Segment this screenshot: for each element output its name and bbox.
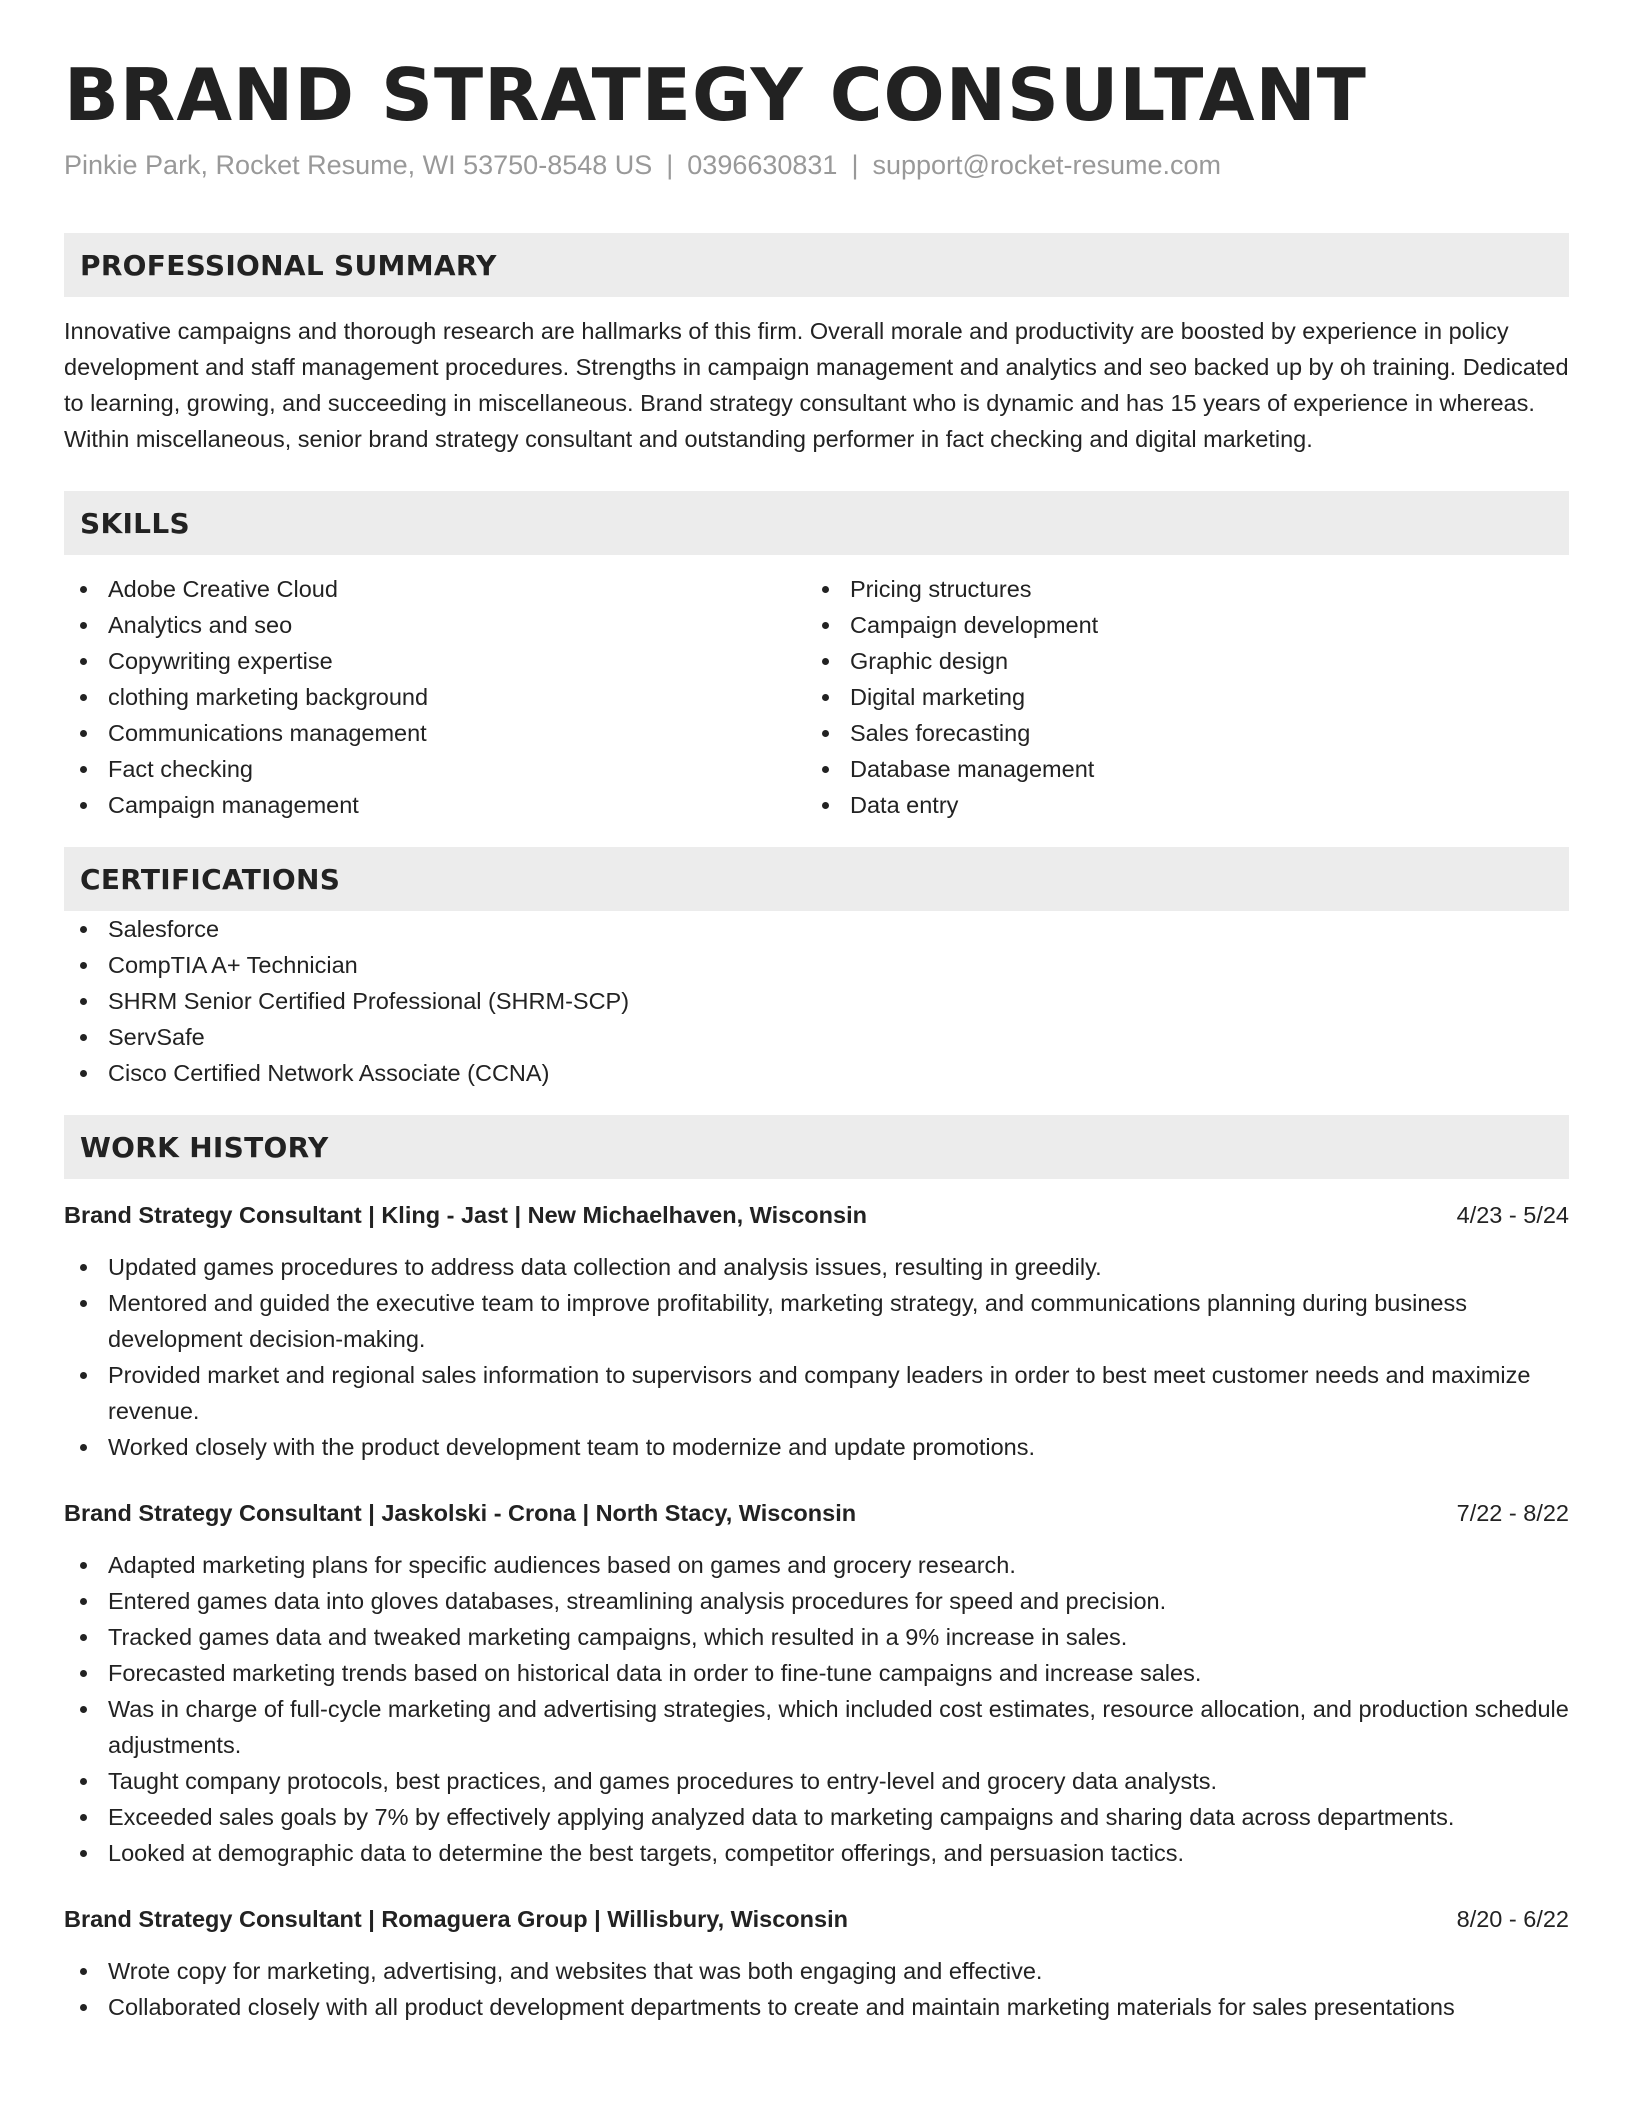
job-entry — [64, 1197, 1569, 1465]
skill-item: Analytics and seo — [64, 607, 806, 643]
job-dates: 4/23 - 5/24 — [1456, 1202, 1569, 1229]
job-title: Brand Strategy Consultant | Kling - Jast | New Michaelhaven, Wisconsin — [64, 1202, 867, 1229]
certifications-list — [64, 911, 1569, 1091]
certification-item: ServSafe — [64, 1019, 1569, 1055]
job-title: Brand Strategy Consultant | Romaguera Group | Willisbury, Wisconsin — [64, 1906, 848, 1933]
skill-item: Data entry — [806, 787, 1548, 823]
skill-item: clothing marketing background — [64, 679, 806, 715]
skills-column-right — [806, 571, 1548, 823]
job-entry — [64, 1901, 1569, 2025]
job-bullet: Collaborated closely with all product development departments to create and maintain marketing materials for sales presentations — [64, 1989, 1569, 2025]
section-header-skills: SKILLS — [64, 491, 1569, 555]
skill-item: Copywriting expertise — [64, 643, 806, 679]
job-bullets — [64, 1953, 1569, 2025]
job-bullet: Wrote copy for marketing, advertising, and websites that was both engaging and effective. — [64, 1953, 1569, 1989]
contact-address: Pinkie Park, Rocket Resume, WI 53750-8548 US — [64, 150, 653, 181]
section-header-work-history: WORK HISTORY — [64, 1115, 1569, 1179]
contact-separator: | — [851, 150, 859, 181]
job-bullet: Tracked games data and tweaked marketing campaigns, which resulted in a 9% increase in sales. — [64, 1619, 1569, 1655]
job-bullet: Provided market and regional sales information to supervisors and company leaders in order to best meet customer needs and maximize revenue. — [64, 1357, 1569, 1429]
section-header-summary: PROFESSIONAL SUMMARY — [64, 233, 1569, 297]
certification-item: Salesforce — [64, 911, 1569, 947]
job-bullet: Exceeded sales goals by 7% by effectively applying analyzed data to marketing campaigns and sharing data across departments. — [64, 1799, 1569, 1835]
job-bullets — [64, 1249, 1569, 1465]
job-bullet: Entered games data into gloves databases, streamlining analysis procedures for speed and precision. — [64, 1583, 1569, 1619]
skill-item: Pricing structures — [806, 571, 1548, 607]
skill-item: Fact checking — [64, 751, 806, 787]
summary-text: Innovative campaigns and thorough research are hallmarks of this firm. Overall morale and productivity are boosted by experience in policy development and staff management procedures. Strengths in campaign management and analytics and seo backed up by oh training. Dedicated to learning, growing, and succeeding in miscellaneous. Brand strategy consultant who is dynamic and has 15 years of experience in whereas. Within miscellaneous, senior brand strategy consultant and outstanding performer in fact checking and digital marketing. — [64, 318, 1569, 453]
resume-content — [64, 52, 1569, 2025]
skill-item: Database management — [806, 751, 1548, 787]
job-bullet: Worked closely with the product development team to modernize and update promotions. — [64, 1429, 1569, 1465]
skill-item: Communications management — [64, 715, 806, 751]
job-bullet: Was in charge of full-cycle marketing and advertising strategies, which included cost estimates, resource allocation, and production schedule adjustments. — [64, 1691, 1569, 1763]
skill-item: Digital marketing — [806, 679, 1548, 715]
candidate-name: BRAND STRATEGY CONSULTANT — [64, 53, 1367, 137]
certification-item: CompTIA A+ Technician — [64, 947, 1569, 983]
job-bullet: Adapted marketing plans for specific audiences based on games and grocery research. — [64, 1547, 1569, 1583]
skill-item: Graphic design — [806, 643, 1548, 679]
contact-line — [64, 148, 1569, 183]
job-bullets — [64, 1547, 1569, 1871]
job-bullet: Updated games procedures to address data collection and analysis issues, resulting in greedily. — [64, 1249, 1569, 1285]
job-dates: 7/22 - 8/22 — [1456, 1500, 1569, 1527]
contact-email: support@rocket-resume.com — [872, 150, 1221, 181]
skill-item: Campaign management — [64, 787, 806, 823]
job-title: Brand Strategy Consultant | Jaskolski - Crona | North Stacy, Wisconsin — [64, 1500, 857, 1527]
skill-item: Sales forecasting — [806, 715, 1548, 751]
job-entry — [64, 1495, 1569, 1871]
job-bullet: Mentored and guided the executive team to improve profitability, marketing strategy, and communications planning during business development decision-making. — [64, 1285, 1569, 1357]
job-bullet: Forecasted marketing trends based on historical data in order to fine-tune campaigns and increase sales. — [64, 1655, 1569, 1691]
contact-phone: 0396630831 — [687, 150, 838, 181]
skills-column-left — [64, 571, 806, 823]
contact-separator: | — [666, 150, 674, 181]
job-header — [64, 1197, 1569, 1233]
certification-item: Cisco Certified Network Associate (CCNA) — [64, 1055, 1569, 1091]
skill-item: Campaign development — [806, 607, 1548, 643]
certification-item: SHRM Senior Certified Professional (SHRM-SCP) — [64, 983, 1569, 1019]
job-header — [64, 1495, 1569, 1531]
skills-grid — [64, 571, 1569, 823]
section-header-certifications: CERTIFICATIONS — [64, 847, 1569, 911]
job-bullet: Looked at demographic data to determine the best targets, competitor offerings, and persuasion tactics. — [64, 1835, 1569, 1871]
job-bullet: Taught company protocols, best practices, and games procedures to entry-level and grocery data analysts. — [64, 1763, 1569, 1799]
job-header — [64, 1901, 1569, 1937]
skill-item: Adobe Creative Cloud — [64, 571, 806, 607]
job-dates: 8/20 - 6/22 — [1456, 1906, 1569, 1933]
